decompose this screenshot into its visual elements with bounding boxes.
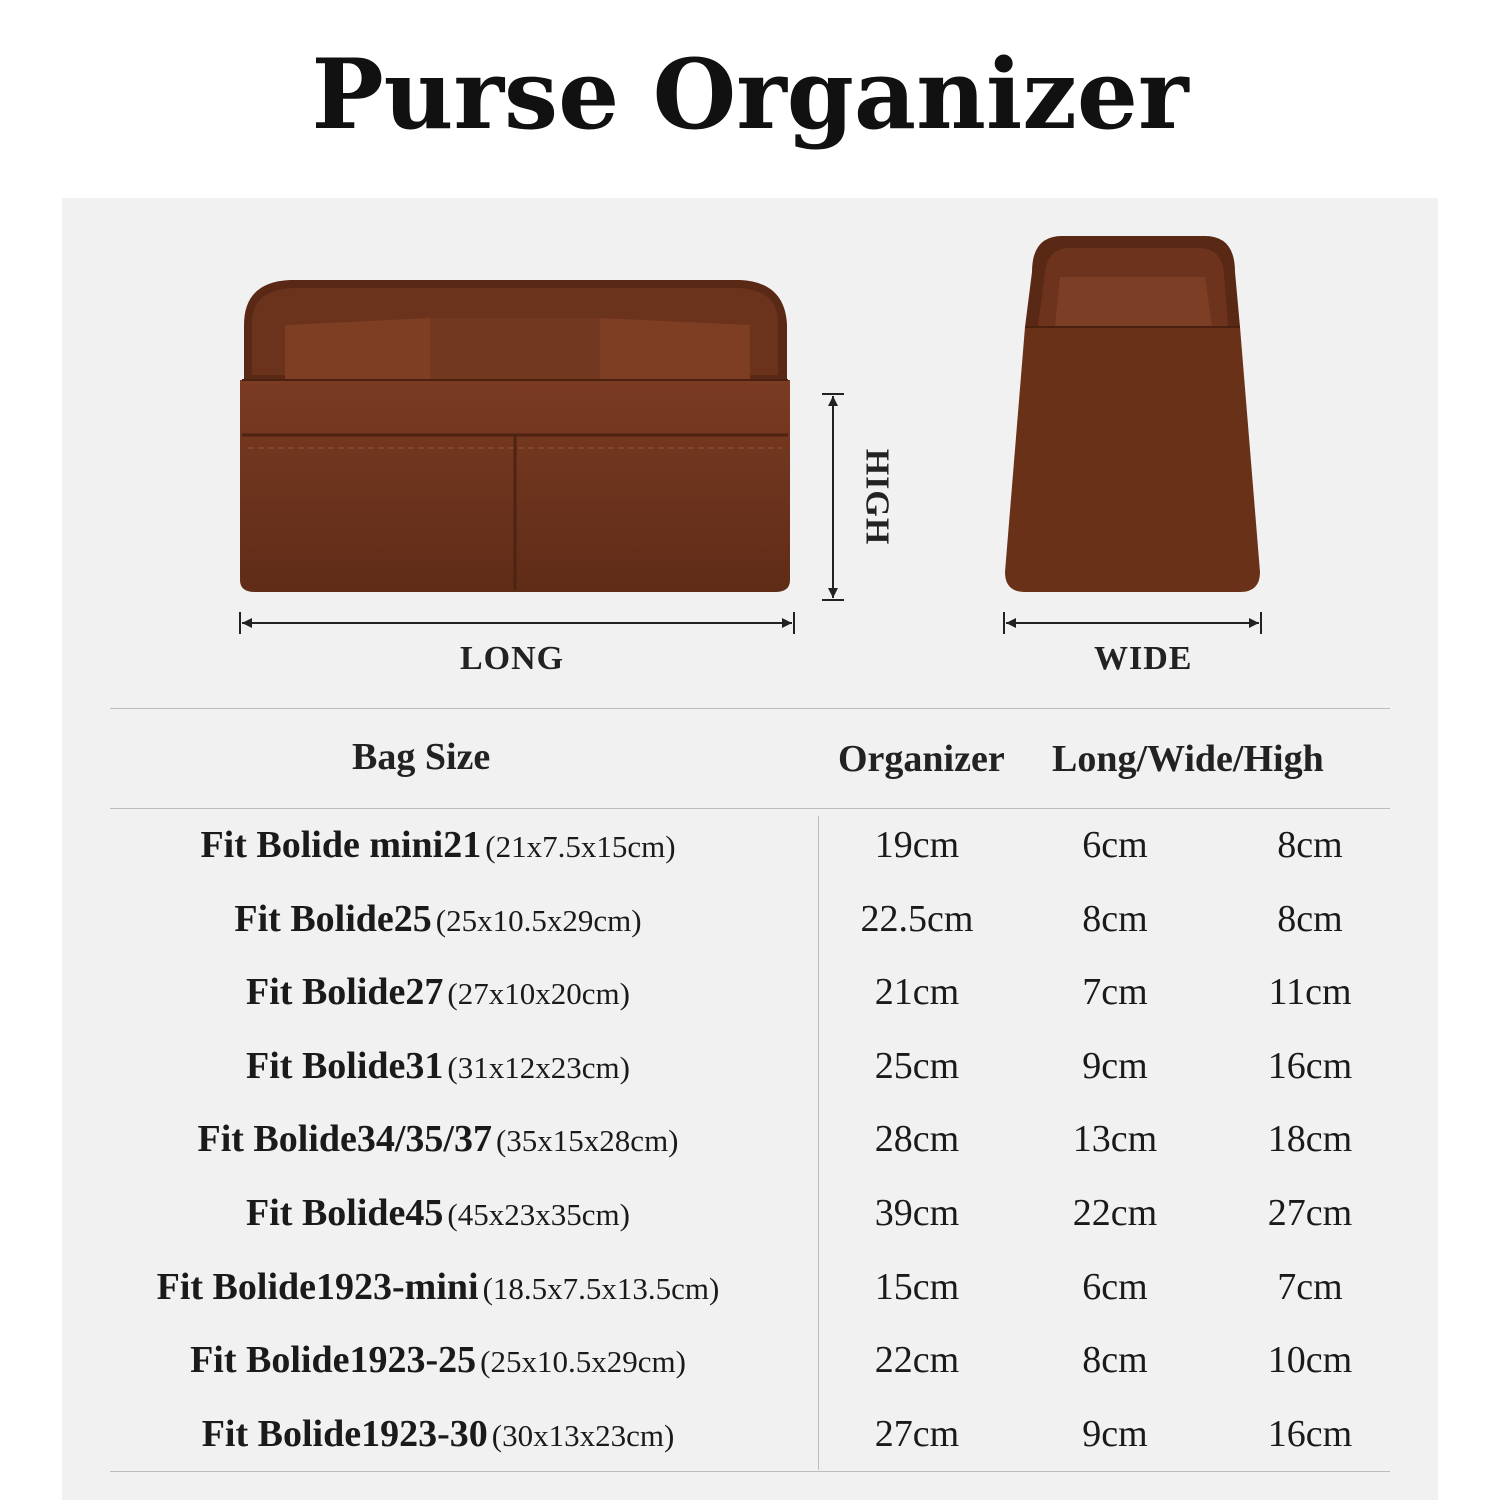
organizer-front-image [230, 270, 800, 600]
organizer-long-cell: 22.5cm [860, 897, 974, 940]
organizer-high-cell: 16cm [1267, 1412, 1353, 1455]
organizer-wide-cell: 9cm [1082, 1044, 1148, 1087]
bag-name: Fit Bolide25 [234, 897, 432, 940]
bag-size-cell [62, 970, 814, 1014]
bag-size-cell [62, 823, 814, 867]
table-row [0, 1412, 1500, 1485]
bag-dimensions: (30x13x23cm) [491, 1417, 675, 1453]
bag-name: Fit Bolide1923-30 [201, 1412, 488, 1455]
table-row [0, 823, 1500, 896]
bag-dimensions: (18.5x7.5x13.5cm) [482, 1270, 720, 1306]
bag-size-cell [62, 1117, 814, 1161]
bag-dimensions: (21x7.5x15cm) [485, 829, 676, 864]
table-row [0, 970, 1500, 1043]
table-row [0, 1044, 1500, 1117]
long-label: LONG [460, 640, 565, 677]
high-label: HIGH [858, 448, 896, 546]
bag-dimensions: (25x10.5x29cm) [435, 902, 642, 938]
bag-size-cell [62, 1191, 814, 1235]
bag-size-cell [62, 1412, 814, 1456]
organizer-wide-cell: 8cm [1082, 1339, 1148, 1382]
bag-dimensions: (31x12x23cm) [447, 1049, 630, 1085]
wide-label: WIDE [1094, 640, 1193, 677]
organizer-high-cell: 27cm [1267, 1192, 1353, 1234]
bag-dimensions: (45x23x35cm) [447, 1197, 630, 1232]
organizer-wide-cell: 13cm [1072, 1118, 1158, 1161]
organizer-wide-cell: 9cm [1082, 1412, 1148, 1455]
table-row [0, 1338, 1500, 1411]
table-row [0, 1265, 1500, 1338]
table-header-divider [110, 808, 1390, 809]
organizer-long-cell: 27cm [874, 1412, 960, 1455]
organizer-wide-cell: 6cm [1082, 824, 1148, 866]
table-top-divider [110, 708, 1390, 709]
bag-name: Fit Bolide34/35/37 [197, 1118, 492, 1161]
bag-name: Fit Bolide1923-25 [190, 1339, 477, 1382]
bag-name: Fit Bolide mini21 [200, 824, 482, 866]
table-row [0, 1117, 1500, 1190]
organizer-long-cell: 15cm [874, 1265, 960, 1308]
header-long-wide-high: Long/Wide/High [1052, 738, 1324, 780]
organizer-wide-cell: 22cm [1072, 1192, 1158, 1234]
organizer-long-cell: 25cm [874, 1044, 960, 1087]
bag-size-cell [62, 1338, 814, 1382]
organizer-high-cell: 18cm [1267, 1118, 1353, 1161]
organizer-long-cell: 39cm [874, 1192, 960, 1234]
bag-size-cell [62, 1265, 814, 1309]
bag-dimensions: (35x15x28cm) [495, 1123, 679, 1159]
organizer-high-cell: 7cm [1277, 1265, 1343, 1308]
organizer-high-cell: 11cm [1268, 971, 1352, 1014]
bag-dimensions: (27x10x20cm) [447, 976, 630, 1012]
bag-name: Fit Bolide45 [246, 1192, 444, 1234]
high-dimension-arrow [818, 390, 848, 604]
bag-dimensions: (25x10.5x29cm) [480, 1344, 686, 1380]
organizer-high-cell: 8cm [1277, 824, 1343, 866]
organizer-wide-cell: 7cm [1082, 971, 1148, 1014]
organizer-long-cell: 28cm [874, 1118, 960, 1161]
page-title: Purse Organizer [311, 38, 1189, 151]
organizer-high-cell: 8cm [1277, 897, 1343, 940]
organizer-wide-cell: 8cm [1082, 897, 1148, 940]
bag-size-cell [62, 897, 814, 941]
organizer-long-cell: 19cm [874, 824, 960, 866]
wide-dimension-arrow [1000, 608, 1266, 638]
organizer-long-cell: 22cm [874, 1339, 960, 1382]
bag-name: Fit Bolide27 [246, 971, 444, 1014]
bag-name: Fit Bolide31 [246, 1044, 444, 1087]
organizer-long-cell: 21cm [874, 971, 960, 1014]
organizer-high-cell: 10cm [1267, 1339, 1353, 1382]
long-dimension-arrow [236, 608, 800, 638]
table-row [0, 1191, 1500, 1264]
header-bag-size: Bag Size [352, 736, 491, 778]
bag-size-cell [62, 1044, 814, 1088]
organizer-high-cell: 16cm [1267, 1044, 1353, 1087]
organizer-side-image [1000, 232, 1265, 598]
table-row [0, 897, 1500, 970]
header-organizer: Organizer [838, 738, 1005, 780]
bag-name: Fit Bolide1923-mini [156, 1265, 479, 1308]
organizer-wide-cell: 6cm [1082, 1265, 1148, 1308]
